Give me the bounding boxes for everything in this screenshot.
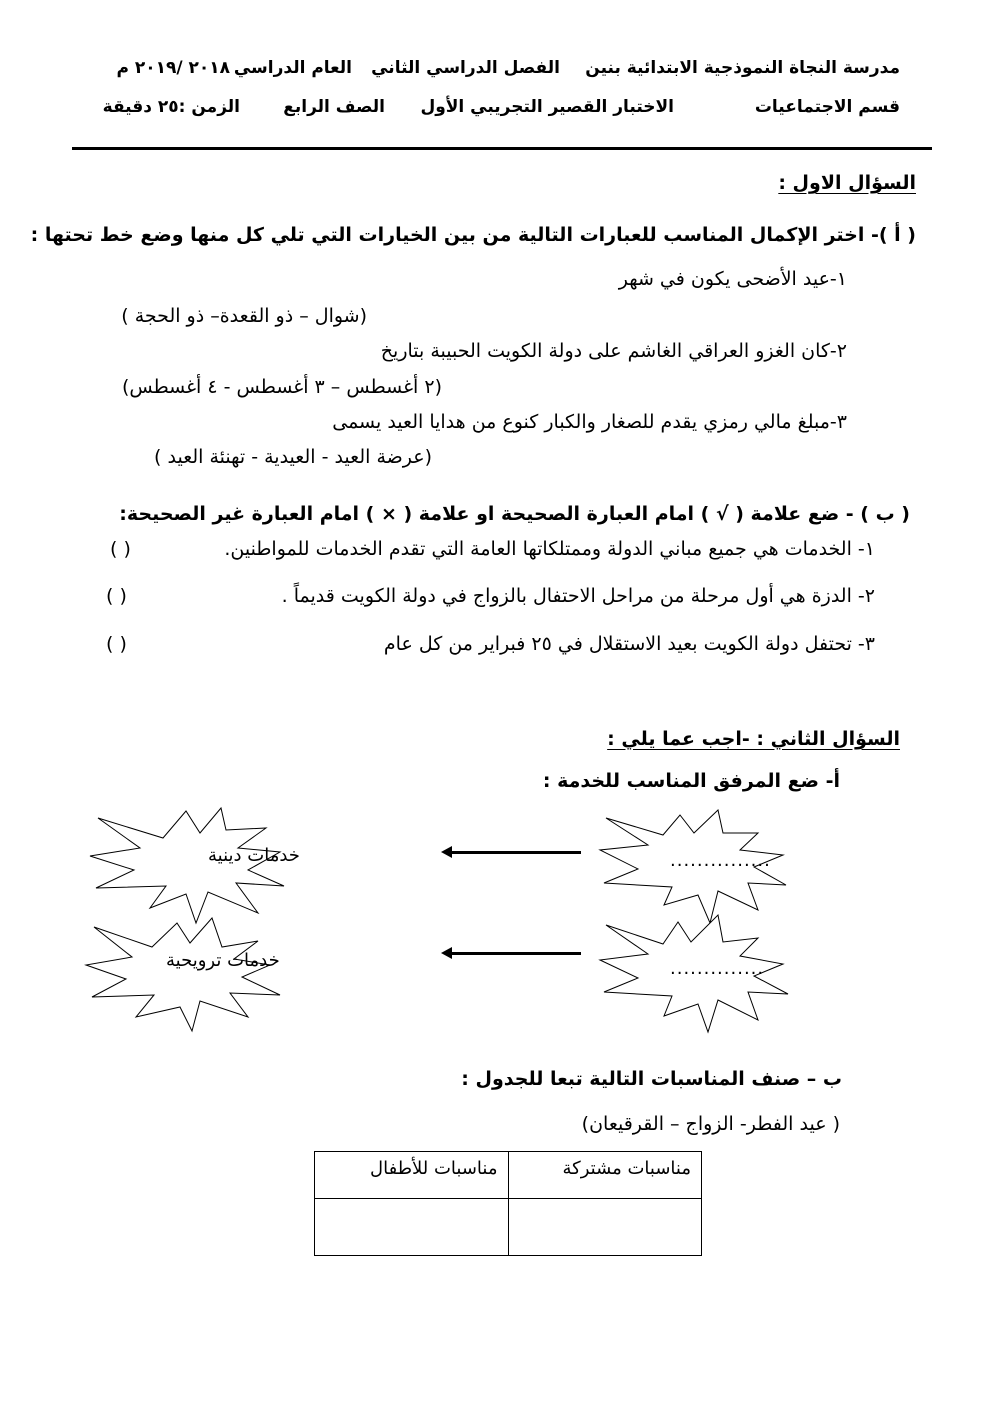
facility-blank-2[interactable]: ..............: [670, 958, 765, 979]
tf-item-3-answer-blank[interactable]: ( ): [106, 633, 127, 655]
column-header-shared-occasions: مناسبات مشتركة: [508, 1152, 702, 1199]
question1-title: السؤال الاول :: [778, 172, 916, 194]
classification-table: [314, 1151, 702, 1256]
year-value: ٢٠١٨ /٢٠١٩ م: [116, 58, 230, 78]
mcq-item-3-choices: (عرضة العيد - العيدية - تهنئة العيد ): [154, 446, 432, 468]
service-label-recreational: خدمات ترويحية: [166, 950, 280, 971]
table-row: [315, 1199, 702, 1256]
table-header-row: [315, 1152, 702, 1199]
department: قسم الاجتماعيات: [754, 97, 900, 117]
tf-item-3-text: ٣- تحتفل دولة الكويت بعيد الاستقلال في ٢٥ فبراير من كل عام: [383, 633, 875, 655]
mcq-item-1-choices: (شوال – ذو القعدة– ذو الحجة ): [121, 305, 367, 327]
answer-cell-shared[interactable]: [508, 1199, 702, 1256]
time-limit: الزمن :٢٥ دقيقة: [102, 97, 240, 117]
year-label: العام الدراسي: [233, 58, 352, 78]
tf-item-1-text: ١- الخدمات هي جميع مباني الدولة وممتلكاتها العامة التي تقدم الخدمات للمواطنين.: [224, 538, 875, 560]
mcq-item-3-stem: ٣-مبلغ مالي رمزي يقدم للصغار والكبار كنوع من هدايا العيد يسمى: [332, 411, 847, 433]
column-header-children-occasions: مناسبات للأطفال: [315, 1152, 509, 1199]
tf-item-2-answer-blank[interactable]: ( ): [106, 585, 127, 607]
exam-title: الاختبار القصير التجريبي الأول: [420, 97, 674, 117]
question2-title: السؤال الثاني : -اجب عما يلي :: [607, 728, 900, 750]
mcq-item-2-choices: (٢ أغسطس – ٣ أغسطس - ٤ أغسطس): [121, 376, 442, 398]
question2-part-b-instruction: ب – صنف المناسبات التالية تبعا للجدول :: [461, 1068, 842, 1090]
arrow-left-icon: [451, 952, 581, 955]
occasion-options: ( عيد الفطر- الزواج – القرقيعان): [581, 1113, 840, 1135]
question1-part-a-instruction: ( أ )- اختر الإكمال المناسب للعبارات التالية من بين الخيارات التي تلي كل منها وضع خط تحتها :: [30, 224, 916, 246]
header-divider: [72, 147, 932, 150]
service-label-religious: خدمات دينية: [208, 845, 300, 866]
answer-cell-children[interactable]: [315, 1199, 509, 1256]
facility-blank-1[interactable]: ...............: [670, 850, 771, 871]
grade: الصف الرابع: [283, 97, 385, 117]
mcq-item-2-stem: ٢-كان الغزو العراقي الغاشم على دولة الكويت الحبيبة بتاريخ: [380, 340, 847, 362]
tf-item-1-answer-blank[interactable]: ( ): [110, 538, 131, 560]
semester: الفصل الدراسي الثاني: [371, 58, 560, 78]
question1-part-b-instruction: ( ب ) - ضع علامة ( √ ) امام العبارة الصحيحة او علامة ( × ) امام العبارة غير الصحيحة:: [119, 503, 910, 525]
school-name: مدرسة النجاة النموذجية الابتدائية بنين: [585, 58, 900, 78]
burst-shape-service-2: [82, 915, 312, 1035]
burst-shape-service-1: [88, 808, 318, 928]
tf-item-2-text: ٢- الدزة هي أول مرحلة من مراحل الاحتفال بالزواج في دولة الكويت قديماً .: [281, 585, 875, 607]
arrow-left-icon: [451, 851, 581, 854]
mcq-item-1-stem: ١-عيد الأضحى يكون في شهر: [618, 268, 847, 290]
question2-part-a-instruction: أ- ضع المرفق المناسب للخدمة :: [542, 770, 840, 792]
